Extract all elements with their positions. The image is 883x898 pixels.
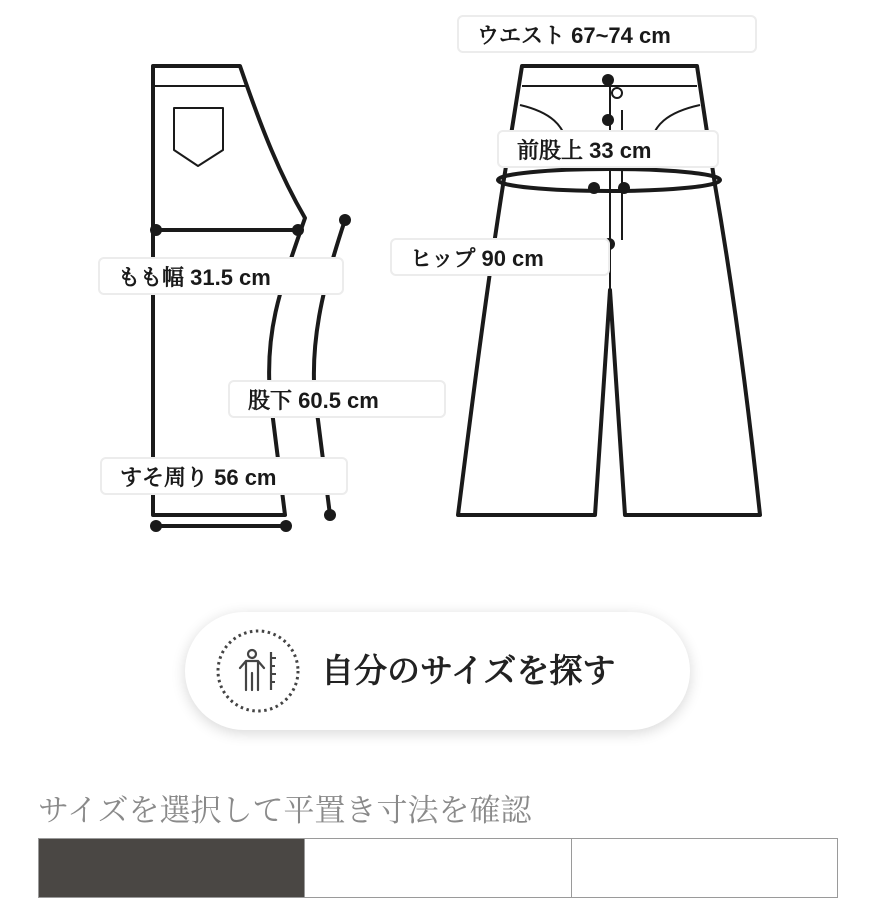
front-rise-point xyxy=(602,114,614,126)
front-rise-label: 前股上 33 cm xyxy=(497,130,719,168)
size-tab-2[interactable] xyxy=(305,839,571,897)
size-tabs xyxy=(38,838,838,898)
size-tab-1[interactable] xyxy=(39,839,305,897)
inseam-point-bottom xyxy=(324,509,336,521)
hip-point-left xyxy=(588,182,600,194)
hem-point-right xyxy=(280,520,292,532)
person-measure-icon xyxy=(215,628,301,714)
size-tab-3[interactable] xyxy=(572,839,837,897)
find-my-size-button[interactable] xyxy=(185,612,690,730)
thigh-point-left xyxy=(150,224,162,236)
hem-label: すそ周り 56 cm xyxy=(100,457,348,495)
inseam-point-top xyxy=(339,214,351,226)
hip-label: ヒップ 90 cm xyxy=(390,238,610,276)
waist-label: ウエスト 67~74 cm xyxy=(457,15,757,53)
find-my-size-label: 自分のサイズを探す xyxy=(321,651,616,690)
size-section-heading: サイズを選択して平置き寸法を確認 xyxy=(38,793,532,829)
inseam-label: 股下 60.5 cm xyxy=(228,380,446,418)
waist-point xyxy=(602,74,614,86)
hem-point-left xyxy=(150,520,162,532)
hip-point-right xyxy=(618,182,630,194)
front-button xyxy=(612,88,622,98)
thigh-point-right xyxy=(292,224,304,236)
back-pocket xyxy=(174,108,223,166)
thigh-width-label: もも幅 31.5 cm xyxy=(98,257,344,295)
